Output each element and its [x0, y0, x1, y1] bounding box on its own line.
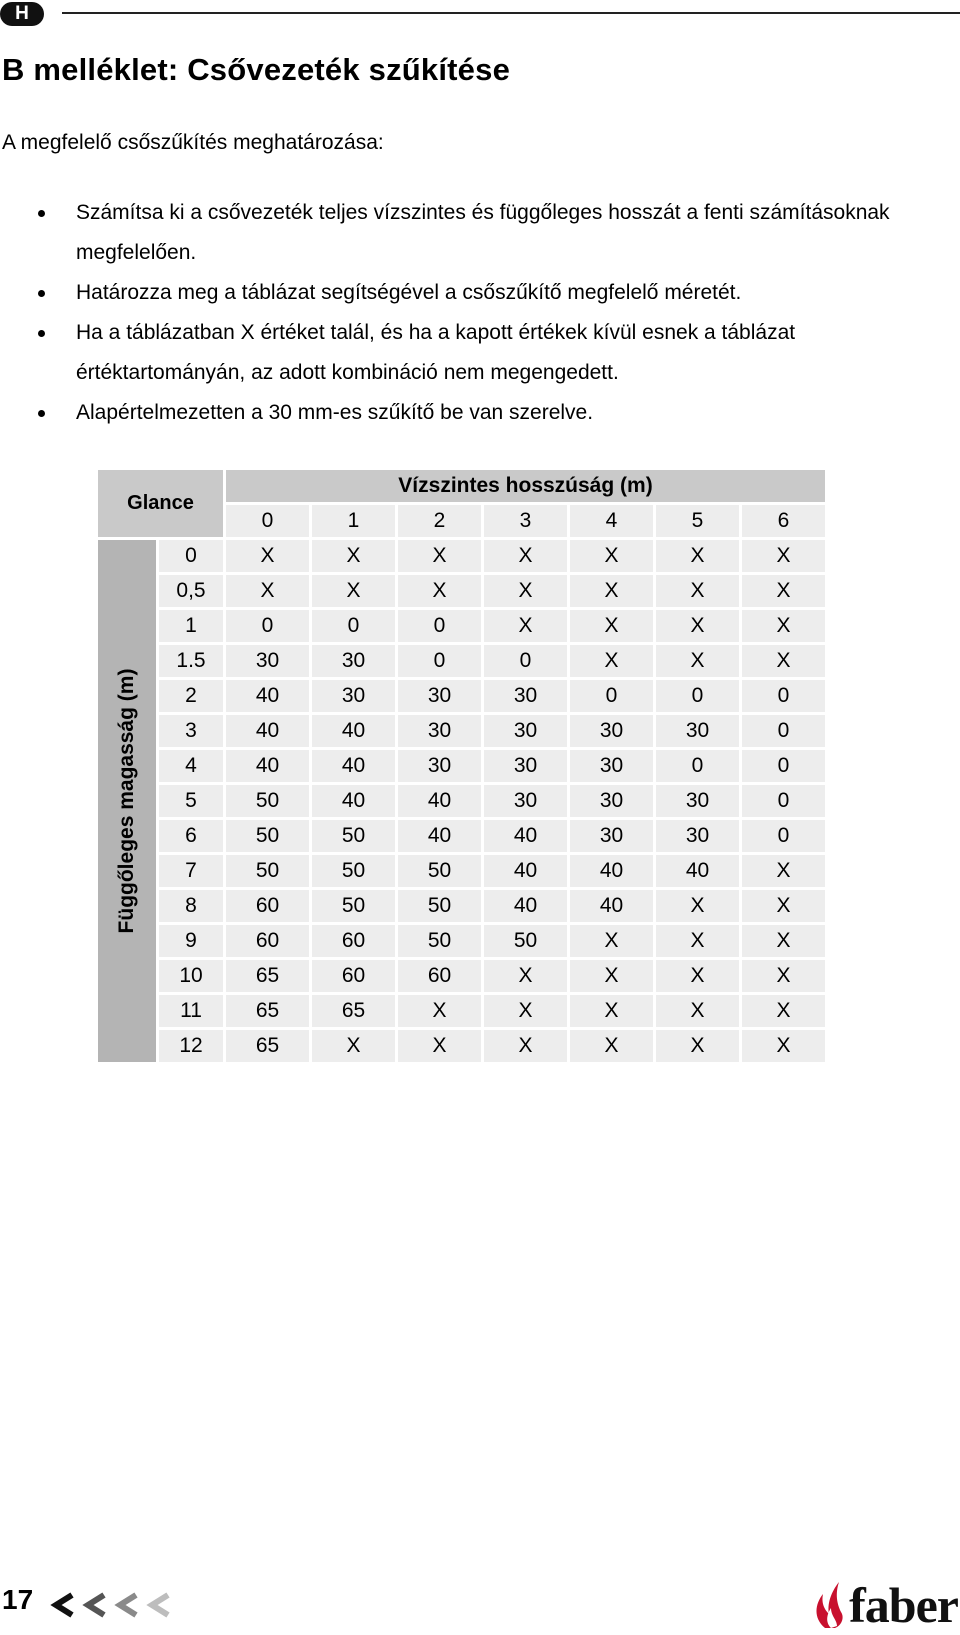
table-cell: X	[656, 575, 739, 607]
table-cell: X	[398, 575, 481, 607]
table-cell: 40	[398, 785, 481, 817]
row-header: 3	[159, 715, 223, 747]
table-cell: 0	[656, 750, 739, 782]
table-cell: 40	[484, 820, 567, 852]
table-cell: X	[312, 540, 395, 572]
table-cell: 65	[226, 1030, 309, 1062]
table-cell: X	[656, 960, 739, 992]
column-header: 4	[570, 505, 653, 537]
table-cell: 50	[398, 925, 481, 957]
table-cell: 40	[570, 890, 653, 922]
table-cell: 0	[312, 610, 395, 642]
table-cell: 60	[226, 925, 309, 957]
list-item	[0, 273, 900, 313]
table-cell: 0	[398, 610, 481, 642]
table-cell: X	[742, 1030, 825, 1062]
table-cell: 30	[570, 715, 653, 747]
list-item-text: Ha a táblázatban X értéket talál, és ha a kapott értékek kívül esnek a táblázat értéktartományán, az adott kombináció nem megengedett.	[76, 321, 796, 384]
table-cell: X	[742, 540, 825, 572]
table-cell: X	[398, 995, 481, 1027]
table-cell: 0	[742, 820, 825, 852]
table-cell: 50	[312, 890, 395, 922]
table-cell: X	[226, 575, 309, 607]
table-cell: 40	[312, 785, 395, 817]
table-cell: X	[742, 855, 825, 887]
table-cell: 60	[226, 890, 309, 922]
row-header: 1.5	[159, 645, 223, 677]
row-header: 9	[159, 925, 223, 957]
table-cell: X	[656, 890, 739, 922]
chevron-left-icon	[50, 1590, 76, 1620]
table-cell: X	[484, 1030, 567, 1062]
table-cell: 30	[312, 645, 395, 677]
table-cell: 0	[742, 680, 825, 712]
reducer-table-grid	[98, 470, 860, 1062]
bullet-icon	[38, 330, 45, 337]
table-cell: 40	[226, 750, 309, 782]
table-cell: X	[570, 540, 653, 572]
table-cell: 30	[484, 785, 567, 817]
row-header: 1	[159, 610, 223, 642]
table-cell: X	[312, 1030, 395, 1062]
row-header: 12	[159, 1030, 223, 1062]
bullet-icon	[38, 210, 45, 217]
table-cell: X	[484, 575, 567, 607]
table-cell: X	[742, 575, 825, 607]
table-cell: 30	[484, 750, 567, 782]
row-header: 11	[159, 995, 223, 1027]
table-cell: 65	[226, 960, 309, 992]
table-cell: 30	[484, 680, 567, 712]
list-item-text: Számítsa ki a csővezeték teljes vízszintes és függőleges hosszát a fenti számításoknak megfelelően.	[76, 201, 890, 264]
table-cell: 30	[312, 680, 395, 712]
table-cell: 50	[226, 855, 309, 887]
table-cell: X	[656, 540, 739, 572]
table-cell: X	[570, 925, 653, 957]
chevron-left-icon	[82, 1590, 108, 1620]
table-cell: 65	[226, 995, 309, 1027]
row-header: 2	[159, 680, 223, 712]
row-header: 4	[159, 750, 223, 782]
table-cell: X	[742, 925, 825, 957]
instruction-list	[0, 193, 900, 433]
table-cell: 30	[570, 820, 653, 852]
list-item	[0, 393, 900, 433]
table-cell: 30	[656, 820, 739, 852]
page-number: 17	[2, 1584, 34, 1615]
intro-text: A megfelelő csőszűkítés meghatározása:	[2, 131, 384, 154]
column-header: 6	[742, 505, 825, 537]
table-cell: 65	[312, 995, 395, 1027]
table-cell: 50	[312, 820, 395, 852]
row-header: 6	[159, 820, 223, 852]
table-cell: 0	[398, 645, 481, 677]
table-cell: 50	[226, 785, 309, 817]
table-cell: X	[570, 575, 653, 607]
column-header: 3	[484, 505, 567, 537]
table-cell: 0	[570, 680, 653, 712]
table-cell: X	[398, 1030, 481, 1062]
table-cell: 50	[312, 855, 395, 887]
list-item-text: Határozza meg a táblázat segítségével a csőszűkítő megfelelő méretét.	[76, 281, 742, 304]
table-cell: X	[742, 610, 825, 642]
table-cell: X	[656, 645, 739, 677]
table-cell: X	[398, 540, 481, 572]
faber-logo	[811, 1577, 958, 1633]
row-header: 8	[159, 890, 223, 922]
table-cell: X	[570, 645, 653, 677]
table-cell: 30	[570, 750, 653, 782]
table-cell: 0	[656, 680, 739, 712]
table-cell: X	[656, 1030, 739, 1062]
row-header: 10	[159, 960, 223, 992]
table-cell: 40	[312, 750, 395, 782]
logo-text: faber	[849, 1577, 958, 1633]
bullet-icon	[38, 410, 45, 417]
row-header: 0,5	[159, 575, 223, 607]
list-item-text: Alapértelmezetten a 30 mm-es szűkítő be van szerelve.	[76, 401, 594, 424]
table-brand-label: Glance	[98, 470, 223, 537]
table-cell: 0	[742, 715, 825, 747]
table-cell: X	[570, 960, 653, 992]
nav-arrows	[50, 1590, 172, 1620]
table-cell: X	[656, 610, 739, 642]
table-cell: X	[570, 610, 653, 642]
table-cell: 60	[312, 960, 395, 992]
table-cell: X	[656, 925, 739, 957]
list-item	[0, 193, 900, 273]
table-cell: 30	[656, 785, 739, 817]
table-cell: X	[312, 575, 395, 607]
vertical-height-label: Függőleges magasság (m)	[115, 668, 138, 934]
table-cell: X	[742, 960, 825, 992]
table-cell: X	[570, 1030, 653, 1062]
table-cell: 0	[484, 645, 567, 677]
table-cell: 30	[398, 750, 481, 782]
table-cell: 30	[226, 645, 309, 677]
table-cell: 0	[226, 610, 309, 642]
table-cell: X	[742, 995, 825, 1027]
table-cell: 30	[398, 715, 481, 747]
table-cell: X	[484, 995, 567, 1027]
table-cell: 50	[398, 855, 481, 887]
table-cell: X	[226, 540, 309, 572]
row-header: 7	[159, 855, 223, 887]
bullet-icon	[38, 290, 45, 297]
table-cell: 40	[656, 855, 739, 887]
header-rule	[62, 12, 960, 14]
table-cell: 40	[398, 820, 481, 852]
table-cell: 40	[484, 890, 567, 922]
table-cell: X	[570, 995, 653, 1027]
table-cell: 50	[484, 925, 567, 957]
table-cell: 40	[312, 715, 395, 747]
table-cell: 30	[398, 680, 481, 712]
page-title: B melléklet: Csővezeték szűkítése	[2, 52, 511, 87]
table-cell: X	[484, 540, 567, 572]
table-cell: 40	[484, 855, 567, 887]
table-cell: X	[742, 645, 825, 677]
table-cell: X	[656, 995, 739, 1027]
column-header: 1	[312, 505, 395, 537]
language-badge: H	[0, 2, 44, 26]
vertical-height-sidebar	[98, 540, 156, 1062]
table-cell: 40	[226, 715, 309, 747]
column-header: 0	[226, 505, 309, 537]
table-cell: 30	[570, 785, 653, 817]
table-cell: 60	[312, 925, 395, 957]
table-cell: 0	[742, 785, 825, 817]
table-cell: 60	[398, 960, 481, 992]
horizontal-length-header: Vízszintes hosszúság (m)	[226, 470, 825, 502]
table-cell: 30	[484, 715, 567, 747]
row-header: 0	[159, 540, 223, 572]
chevron-left-icon	[146, 1590, 172, 1620]
table-cell: 40	[226, 680, 309, 712]
table-cell: X	[484, 960, 567, 992]
flame-icon	[811, 1578, 849, 1630]
column-header: 5	[656, 505, 739, 537]
table-cell: 50	[398, 890, 481, 922]
list-item	[0, 313, 900, 393]
chevron-left-icon	[114, 1590, 140, 1620]
table-cell: 50	[226, 820, 309, 852]
table-cell: 40	[570, 855, 653, 887]
table-cell: 30	[656, 715, 739, 747]
table-cell: X	[742, 890, 825, 922]
row-header: 5	[159, 785, 223, 817]
column-header: 2	[398, 505, 481, 537]
table-cell: 0	[742, 750, 825, 782]
table-cell: X	[484, 610, 567, 642]
reducer-table	[98, 470, 860, 1062]
